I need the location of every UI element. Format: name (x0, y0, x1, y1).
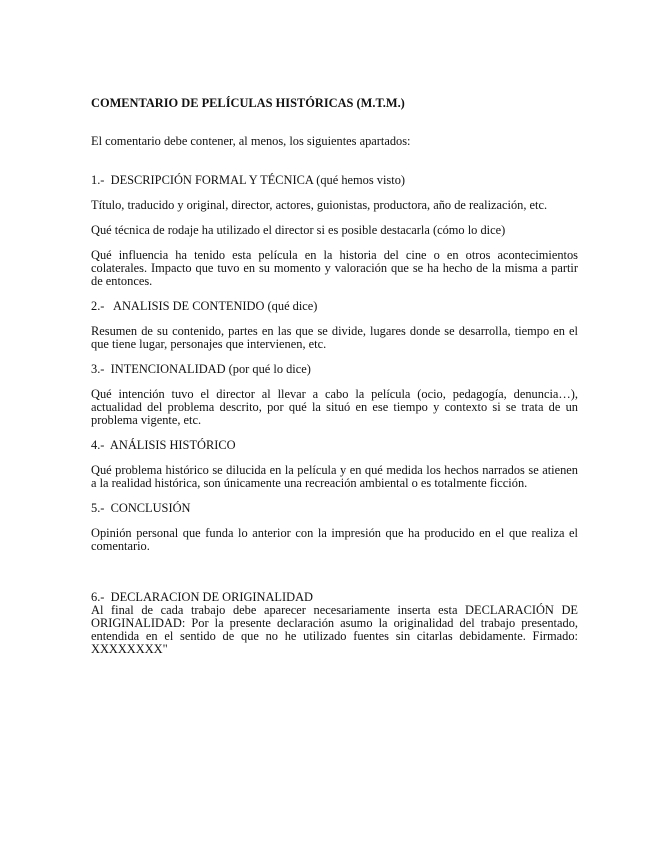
section-4-heading: 4.- ANÁLISIS HISTÓRICO (91, 438, 236, 452)
document-body (91, 96, 578, 656)
section-1-paragraph-3: Qué influencia ha tenido esta película en la historia del cine o en otros acontecimientos colaterales. Impacto que tuvo en su momento y valoración que se ha hecho de la misma a partir de entonces. (91, 248, 578, 288)
intro-text: El comentario debe contener, al menos, los siguientes apartados: (91, 134, 411, 148)
section-5-heading: 5.- CONCLUSIÓN (91, 501, 191, 515)
document-title: COMENTARIO DE PELÍCULAS HISTÓRICAS (M.T.M.) (91, 96, 405, 110)
section-1-heading: 1.- DESCRIPCIÓN FORMAL Y TÉCNICA (qué hemos visto) (91, 173, 406, 187)
section-1-paragraph-2: Qué técnica de rodaje ha utilizado el director si es posible destacarla (cómo lo dice) (91, 223, 506, 237)
section-3-heading: 3.- INTENCIONALIDAD (por qué lo dice) (91, 362, 311, 376)
section-5-paragraph-1: Opinión personal que funda lo anterior con la impresión que ha producido en el que realiza el comentario. (91, 526, 578, 553)
section-4-paragraph-1: Qué problema histórico se dilucida en la película y en qué medida los hechos narrados se atienen a la realidad histórica, son únicamente una recreación ambiental o es totalmente ficción. (91, 463, 578, 490)
section-2-heading: 2.- ANALISIS DE CONTENIDO (qué dice) (91, 299, 318, 313)
section-1-paragraph-1: Título, traducido y original, director, actores, guionistas, productora, año de realización, etc. (91, 198, 548, 212)
section-3-paragraph-1: Qué intención tuvo el director al llevar a cabo la película (ocio, pedagogía, denuncia…), actualidad del problema descrito, por qué la situó en ese tiempo y contexto si se trata de un problema vigente, etc. (91, 387, 578, 427)
section-6-heading: 6.- DECLARACION DE ORIGINALIDAD (91, 590, 313, 604)
section-2-paragraph-1: Resumen de su contenido, partes en las que se divide, lugares donde se desarrolla, tiempo en el que tiene lugar, personajes que intervienen, etc. (91, 324, 578, 351)
section-6-paragraph-1: Al final de cada trabajo debe aparecer necesariamente inserta esta DECLARACIÓN DE ORIGINALIDAD: Por la presente declaración asumo la originalidad del trabajo presentado, entendida en el sentido de que no he utilizado fuentes sin citarlas debidamente. Firmado: XXXXXXXX" (91, 603, 578, 656)
